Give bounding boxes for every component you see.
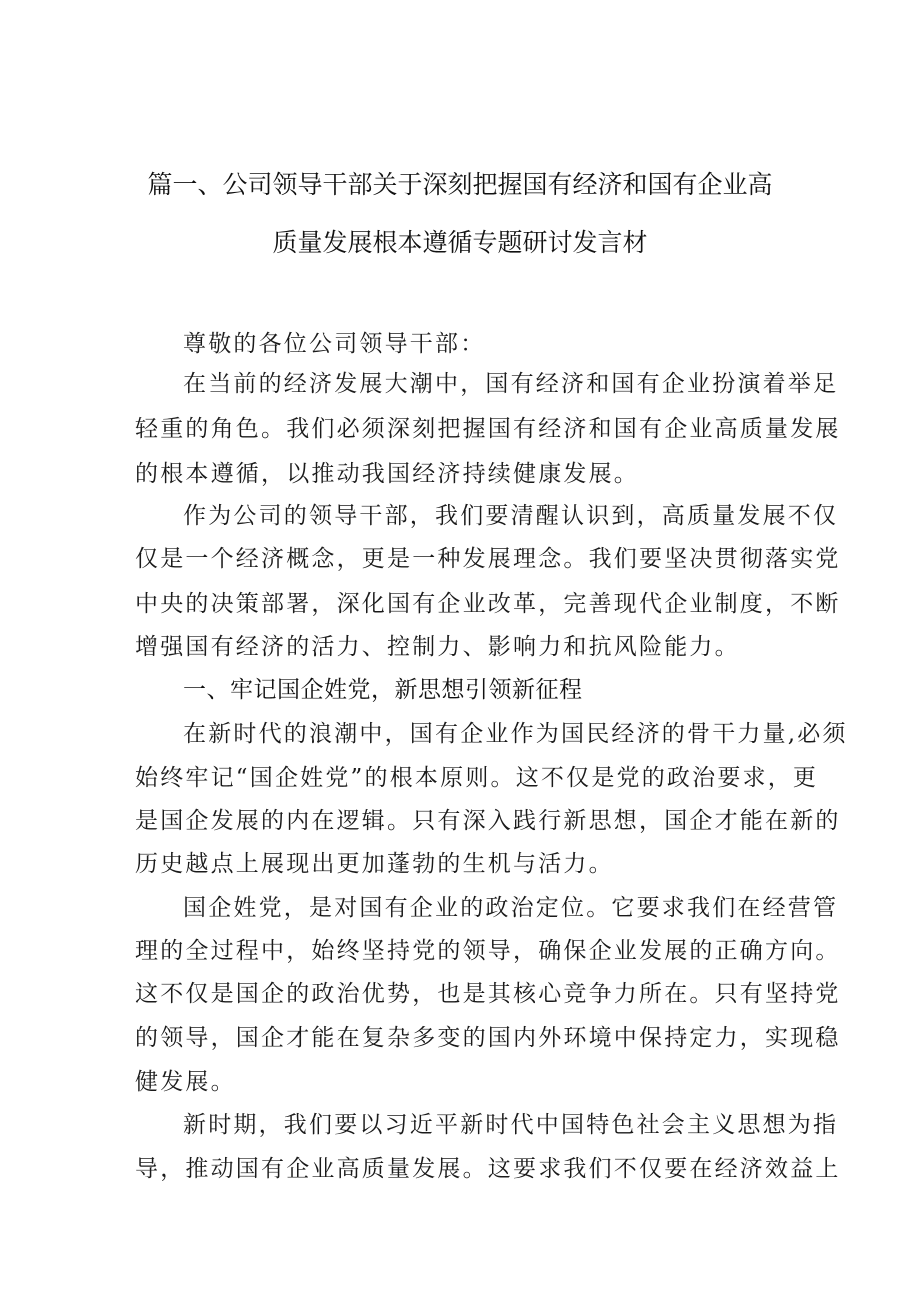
paragraph-2-line-4: 增强国有经济的活力、控制力、影响力和抗风险能力。: [135, 634, 740, 660]
paragraph-1-line-1: 在当前的经济发展大潮中，国有经济和国有企业扮演着举足: [183, 371, 839, 397]
section-heading-1: 一、牢记国企姓党，新思想引领新征程: [183, 677, 583, 703]
paragraph-3-line-4: 历史越点上展现出更加蓬勃的生机与活力。: [135, 851, 614, 877]
paragraph-4-line-4: 的领导，国企才能在复杂多变的国内外环境中保持定力，实现稳: [135, 1025, 841, 1051]
paragraph-4-line-1: 国企姓党，是对国有企业的政治定位。它要求我们在经营管: [183, 895, 839, 921]
paragraph-4-line-2: 理的全过程中，始终坚持党的领导，确保企业发展的正确方向。: [135, 938, 841, 964]
paragraph-2-line-1: 作为公司的领导干部，我们要清醒认识到，高质量发展不仅: [183, 503, 839, 529]
paragraph-3-line-2: 始终牢记“国企姓党”的根本原则。这不仅是党的政治要求，更: [135, 765, 819, 791]
paragraph-5-line-2: 导，推动国有企业高质量发展。这要求我们不仅要在经济效益上: [135, 1156, 841, 1182]
paragraph-4-line-3: 这不仅是国企的政治优势，也是其核心竞争力所在。只有坚持党: [135, 981, 841, 1007]
paragraph-2-line-2: 仅是一个经济概念，更是一种发展理念。我们要坚决贯彻落实党: [135, 546, 841, 572]
document-title-line-1: 篇一、公司领导干部关于深刻把握国有经济和国有企业高: [147, 170, 773, 199]
paragraph-5-line-1: 新时期，我们要以习近平新时代中国特色社会主义思想为指: [183, 1112, 839, 1138]
paragraph-2-line-3: 中央的决策部署，深化国有企业改革，完善现代企业制度，不断: [135, 591, 841, 617]
paragraph-3-line-3: 是国企发展的内在逻辑。只有深入践行新思想，国企才能在新的: [135, 808, 841, 834]
paragraph-1-line-2: 轻重的角色。我们必须深刻把握国有经济和国有企业高质量发展: [135, 416, 841, 442]
document-title-line-2: 质量发展根本遵循专题研讨发言材: [272, 228, 648, 257]
paragraph-3-line-1: 在新时代的浪潮中，国有企业作为国民经济的骨干力量,必须: [183, 721, 848, 747]
paragraph-4-line-5: 健发展。: [135, 1069, 236, 1095]
salutation: 尊敬的各位公司领导干部：: [183, 331, 486, 357]
paragraph-1-line-3: 的根本遵循，以推动我国经济持续健康发展。: [135, 461, 639, 487]
